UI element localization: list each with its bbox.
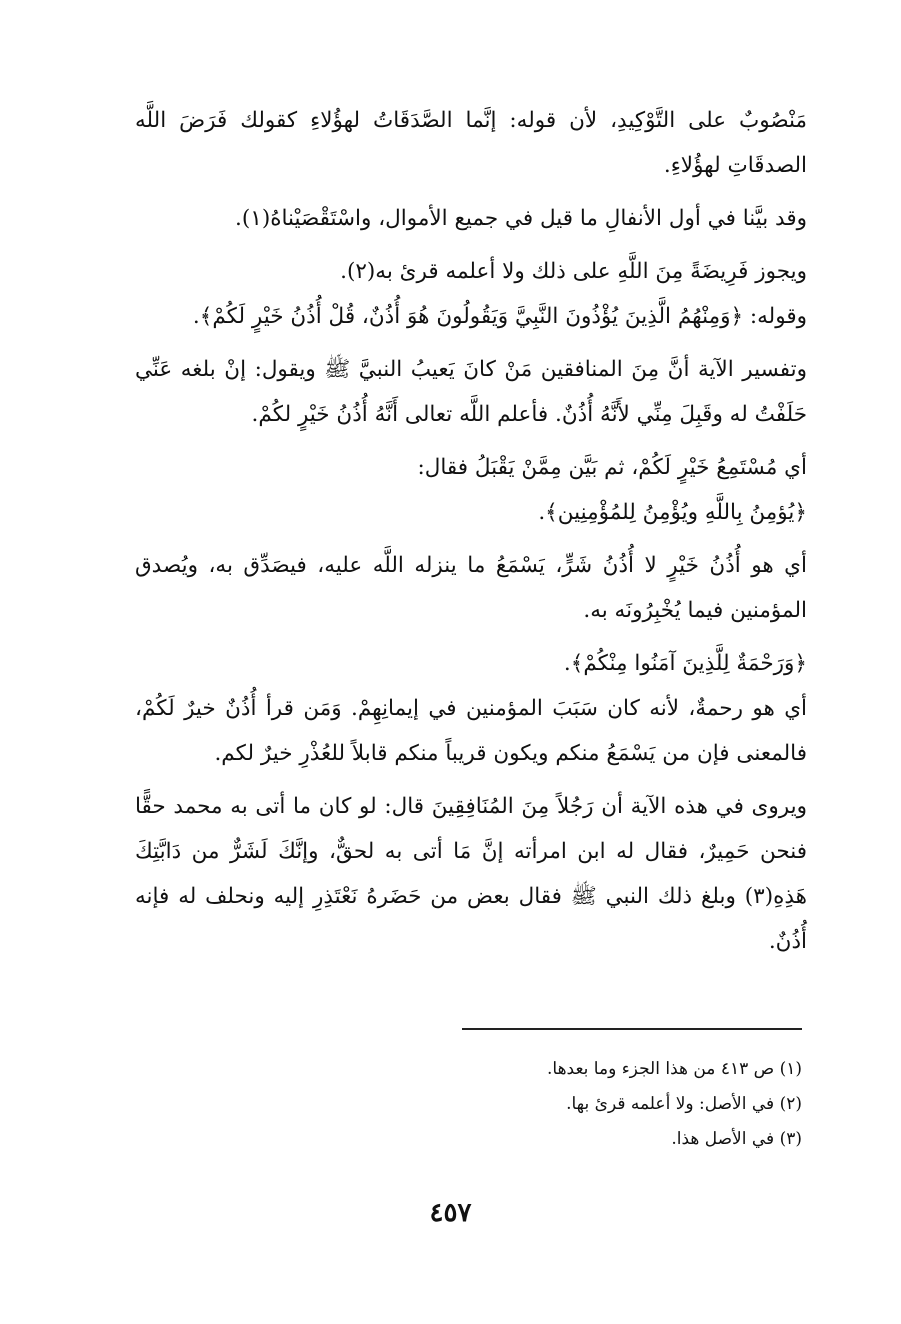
quran-verse-1: ﴿يُؤمِنُ بِاللَّهِ ويُؤْمِنُ لِلمُؤْمِنِين﴾. bbox=[538, 500, 807, 525]
paragraph-6: أي مُسْتَمِعُ خَيْرٍ لَكُمْ، ثم بَيَّن مِمَّنْ يَقْبَلُ فقال: bbox=[417, 455, 807, 480]
page-number: ٤٥٧ bbox=[429, 1198, 472, 1228]
footnote-2: (٢) في الأصل: ولا أعلمه قرئ بها. bbox=[566, 1094, 802, 1114]
paragraph-2: وقد بيَّنا في أول الأنفالِ ما قيل في جميع الأموال، واسْتَقْصَيْناهُ(١). bbox=[235, 206, 807, 231]
main-text bbox=[135, 98, 807, 964]
paragraph-3: ويجوز فَرِيضَةً مِنَ اللَّهِ على ذلك ولا أعلمه قرئ به(٢). bbox=[340, 259, 807, 284]
paragraph-5: وتفسير الآية أنَّ مِنَ المنافقين مَنْ كانَ يَعيبُ النبيَّ ﷺ ويقول: إنْ بلغه عَنِّي حَلَفْتُ له وقَبِلَ مِنِّي لأَنَّهُ أُذُنٌ. فأعلم اللَّه تعالى أَنَّهُ أُذُنُ خَيْرٍ لكُمْ. bbox=[135, 357, 807, 427]
paragraph-4: وقوله: ﴿وَمِنْهُمُ الَّذِينَ يُؤْذُونَ النَّبِيَّ وَيَقُولُونَ هُوَ أُذُنٌ، قُلْ أُذُنُ خَيْرٍ لَكُمْ﴾. bbox=[192, 304, 807, 329]
paragraph-1: مَنْصُوبٌ على التَّوْكِيدِ، لأن قوله: إنَّما الصَّدَقَاتُ لهؤُلاءِ كقولك فَرَضَ اللَّه الصدقَاتِ لهؤُلاءِ. bbox=[135, 108, 807, 178]
quran-verse-2: ﴿وَرَحْمَةٌ لِلَّذِينَ آمَنُوا مِنْكُمْ﴾. bbox=[563, 651, 807, 676]
paragraph-7: أي هو أُذُنُ خَيْرٍ لا أُذُنُ شَرٍّ، يَسْمَعُ ما ينزله اللَّه عليه، فيصَدِّق به، ويُصدق المؤمنين فيما يُخْبِرُونَه به. bbox=[135, 553, 807, 623]
paragraph-9: ويروى في هذه الآية أن رَجُلاً مِنَ المُنَافِقِينَ قال: لو كان ما أتى به محمد حقًّا فنحن حَمِيرٌ، فقال له ابن امرأته إنَّ مَا أتى به لحقٌّ، وإنَّكَ لَشَرٌّ من دَابَّتِكَ هَذِهِ(٣) وبلغ ذلك النبي ﷺ فقال بعض من حَضَرهُ نَعْتَذِرِ إليه ونحلف له فإنه أُذُنٌ. bbox=[135, 794, 807, 954]
footnote-3: (٣) في الأصل هذا. bbox=[671, 1129, 802, 1149]
footnote-1: (١) ص ٤١٣ من هذا الجزء وما بعدها. bbox=[546, 1059, 802, 1079]
footnotes bbox=[440, 1052, 802, 1157]
footnote-divider bbox=[462, 1028, 802, 1030]
paragraph-8: أي هو رحمةٌ، لأنه كان سَبَبَ المؤمنين في إيمانِهِمْ. وَمَن قرأ أُذُنٌ خيرٌ لَكُمْ، فالمعنى فإن من يَسْمَعُ منكم ويكون قريباً منكم قابلاً للعُذْرِ خيرٌ لكم. bbox=[135, 696, 807, 766]
